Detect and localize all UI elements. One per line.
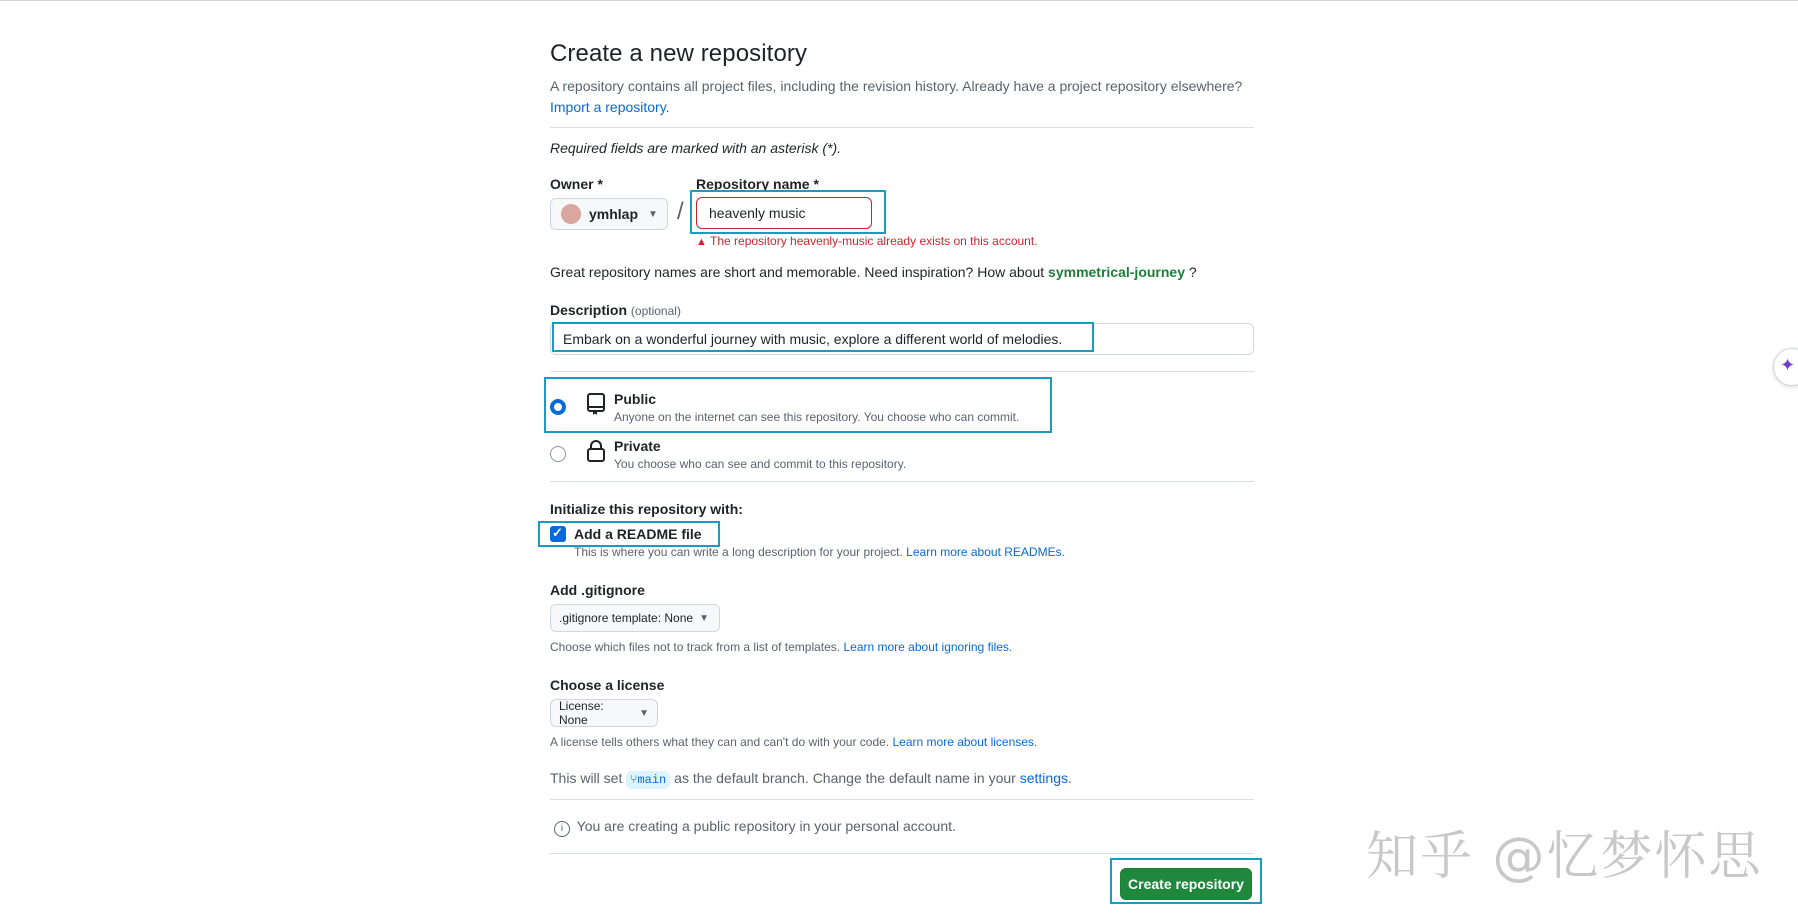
owner-dropdown[interactable]: [550, 198, 668, 230]
owner-label: Owner *: [550, 176, 603, 192]
page-subtitle: [550, 76, 1254, 118]
branch-suffix: .: [1067, 770, 1072, 786]
branch-badge: [626, 771, 670, 789]
divider: [550, 799, 1254, 800]
create-repository-button[interactable]: Create repository: [1120, 868, 1252, 900]
gitignore-select-label: .gitignore template: None: [559, 611, 694, 625]
repo-name-error: [696, 234, 1038, 248]
public-title: Public: [614, 391, 657, 407]
readme-checkbox[interactable]: [550, 526, 566, 542]
readme-desc-text: This is where you can write a long description for your project.: [574, 545, 903, 559]
lock-icon: [584, 439, 608, 463]
owner-slash: /: [677, 198, 684, 225]
git-branch-icon: ⑂: [630, 773, 638, 787]
gitignore-heading: Add .gitignore: [550, 582, 645, 598]
branch-prefix: This will set: [550, 770, 623, 786]
private-title: Private: [614, 438, 661, 454]
name-suggestion: [550, 264, 1197, 280]
divider: [550, 371, 1254, 372]
repo-name-input[interactable]: [696, 197, 872, 229]
public-desc: Anyone on the internet can see this repository. You choose who can commit.: [614, 410, 1020, 424]
divider: [550, 853, 1254, 854]
suggested-name[interactable]: symmetrical-journey: [1048, 264, 1185, 280]
chevron-down-icon: ▼: [699, 612, 709, 624]
license-desc-text: A license tells others what they can and can't do with your code.: [550, 735, 890, 749]
repo-icon: [584, 392, 608, 416]
sparkle-icon: ✦: [1780, 355, 1796, 375]
copilot-fab[interactable]: [1773, 348, 1798, 386]
page-title: Create a new repository: [550, 40, 808, 67]
branch-name: main: [637, 773, 667, 787]
divider: [550, 481, 1254, 482]
import-repository-link[interactable]: Import a repository.: [550, 99, 670, 115]
branch-middle: as the default branch. Change the default name in your: [674, 770, 1016, 786]
suggestion-suffix: ?: [1188, 264, 1197, 280]
license-desc: [550, 735, 1037, 749]
readme-label: Add a README file: [574, 526, 702, 542]
public-radio[interactable]: [550, 399, 566, 415]
description-label: [550, 302, 681, 318]
suggestion-prefix: Great repository names are short and memorable. Need inspiration? How about: [550, 264, 1045, 280]
settings-link[interactable]: settings: [1019, 770, 1068, 786]
chevron-down-icon: ▼: [639, 707, 649, 719]
visibility-notice: [554, 818, 956, 837]
license-select[interactable]: [550, 699, 658, 727]
subtitle-text: A repository contains all project files, including the revision history. Already have a project repository elsewhere?: [550, 78, 1243, 94]
description-label-text: Description: [550, 302, 628, 318]
avatar: [561, 204, 581, 224]
gitignore-template-select[interactable]: [550, 604, 720, 632]
watermark: 知乎 @忆梦怀思: [1366, 827, 1763, 887]
new-repo-form: [550, 40, 1254, 892]
gitignore-desc-text: Choose which files not to track from a list of templates.: [550, 640, 841, 654]
visibility-notice-text: You are creating a public repository in your personal account.: [576, 818, 956, 834]
owner-name: ymhlap: [589, 206, 639, 222]
default-branch-note: [550, 770, 1072, 787]
private-radio[interactable]: [550, 446, 566, 462]
gitignore-learn-more-link[interactable]: Learn more about ignoring files.: [843, 640, 1013, 654]
divider: [550, 127, 1254, 128]
readme-learn-more-link[interactable]: Learn more about READMEs.: [906, 545, 1065, 559]
alert-icon: ▲: [696, 236, 707, 248]
license-learn-more-link[interactable]: Learn more about licenses.: [892, 735, 1038, 749]
license-heading: Choose a license: [550, 677, 665, 693]
required-note: Required fields are marked with an asterisk (*).: [550, 140, 842, 156]
info-icon: i: [554, 821, 570, 837]
gitignore-desc: [550, 640, 1012, 654]
init-heading: Initialize this repository with:: [550, 501, 743, 517]
description-optional: (optional): [630, 304, 681, 318]
license-select-label: License: None: [559, 699, 604, 727]
check-icon: ✓: [552, 525, 563, 540]
repo-name-label: Repository name *: [696, 176, 819, 192]
readme-desc: [574, 545, 1065, 559]
repo-name-error-text: The repository heavenly-music already exists on this account.: [710, 234, 1038, 248]
top-border: [0, 0, 1798, 1]
chevron-down-icon: ▼: [648, 208, 658, 220]
description-input[interactable]: [550, 323, 1254, 355]
private-desc: You choose who can see and commit to this repository.: [614, 457, 907, 471]
